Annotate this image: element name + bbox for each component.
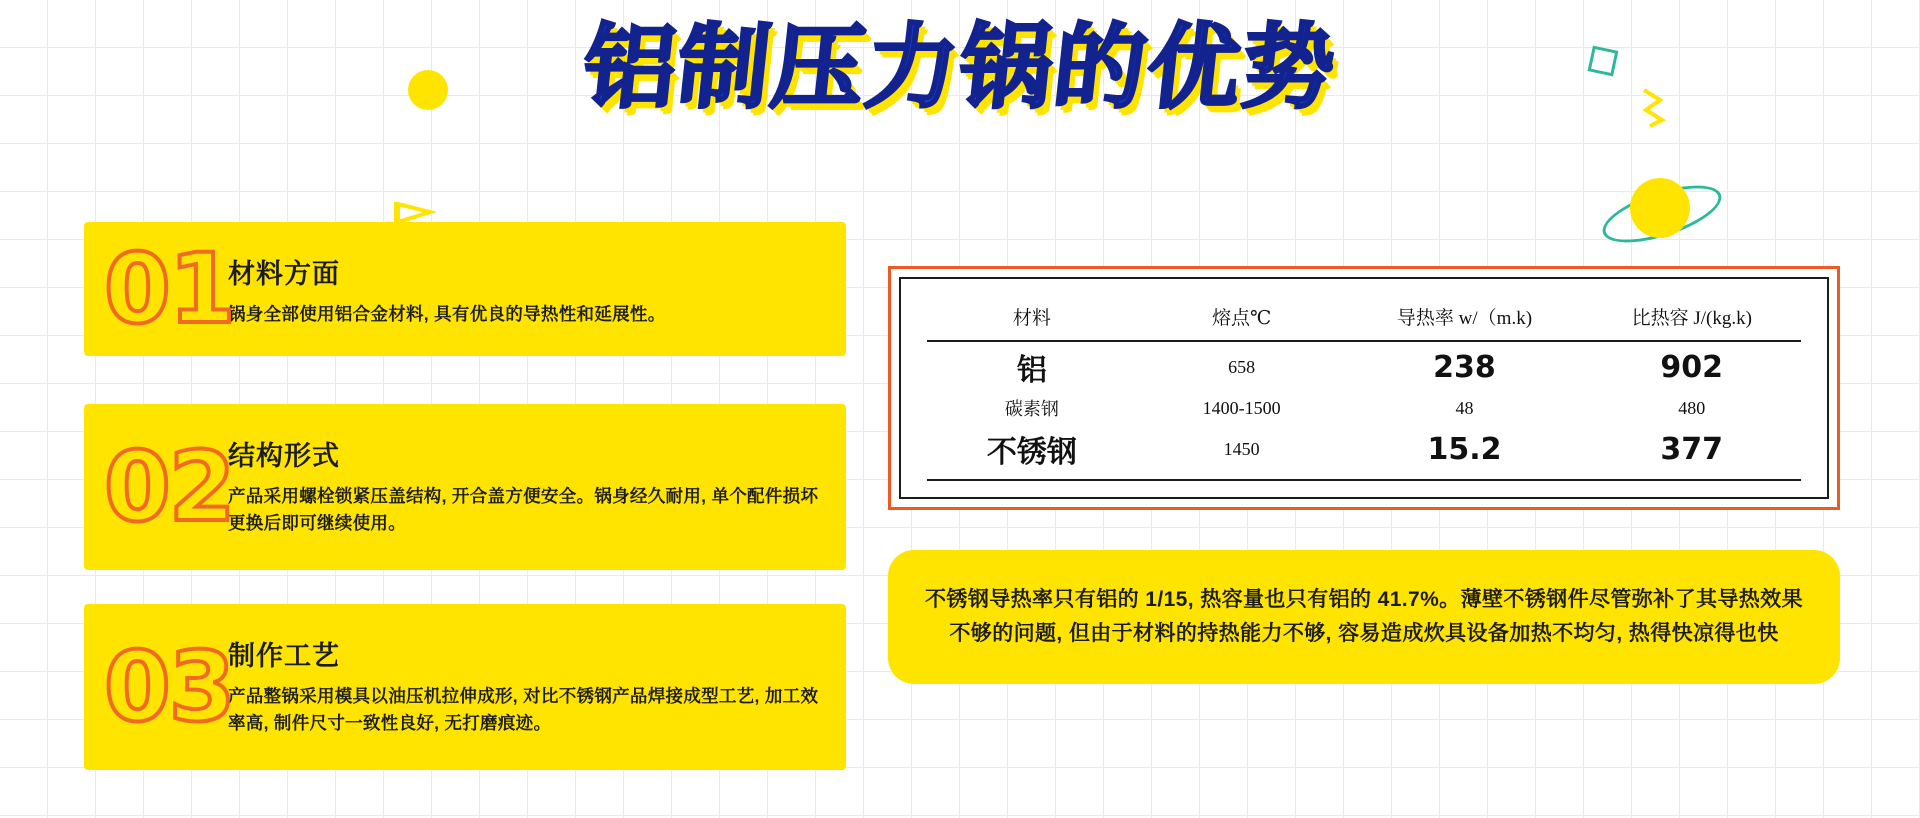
table-header-cell: 材料 [927, 299, 1137, 341]
table-header-cell: 比热容 J/(kg.k) [1582, 299, 1801, 341]
table-row [927, 341, 1801, 392]
green-square-decoration [1588, 46, 1619, 77]
spec-table-inner [899, 277, 1829, 499]
feature-body [228, 604, 846, 737]
feature-body [228, 222, 846, 328]
feature-heading: 制作工艺 [228, 641, 340, 671]
table-cell-material: 不锈钢 [927, 424, 1137, 480]
feature-block [84, 222, 846, 356]
feature-number: 03 [104, 631, 234, 743]
table-header-cell: 导热率 w/（m.k) [1347, 299, 1583, 341]
spec-table-card [888, 266, 1840, 510]
table-cell-melting-point: 1450 [1137, 424, 1347, 480]
feature-heading: 结构形式 [228, 441, 340, 471]
table-cell-conductivity: 48 [1455, 397, 1474, 418]
feature-body [228, 404, 846, 537]
feature-block [84, 604, 846, 770]
table-row [927, 392, 1801, 424]
zigzag-decoration [1640, 88, 1686, 128]
table-cell-conductivity: 238 [1433, 349, 1496, 385]
table-header-cell: 熔点℃ [1137, 299, 1347, 341]
table-row [927, 424, 1801, 480]
page-title: 铝制压力锅的优势 [578, 14, 1342, 121]
feature-text: 产品采用螺栓锁紧压盖结构, 开合盖方便安全。锅身经久耐用, 单个配件损坏更换后即可继续使用。 [228, 486, 819, 534]
feature-block [84, 404, 846, 570]
feature-text: 产品整锅采用模具以油压机拉伸成形, 对比不锈钢产品焊接成型工艺, 加工效率高, 制件尺寸一致性良好, 无打磨痕迹。 [228, 686, 819, 734]
planet-circle-decoration [1630, 178, 1690, 238]
title-area [0, 14, 1920, 142]
table-cell-heat-capacity: 902 [1660, 349, 1724, 385]
table-cell-material: 碳素钢 [1004, 399, 1059, 419]
feature-number: 01 [104, 233, 234, 345]
table-header-row [927, 299, 1801, 341]
summary-note [888, 550, 1840, 684]
spec-table [927, 299, 1801, 481]
table-cell-heat-capacity: 480 [1678, 397, 1706, 418]
yellow-circle-decoration [408, 70, 448, 110]
table-cell-heat-capacity: 377 [1582, 424, 1801, 480]
table-cell-melting-point: 658 [1228, 356, 1256, 377]
feature-number: 02 [104, 431, 234, 543]
table-cell-conductivity: 15.2 [1347, 424, 1583, 480]
table-cell-melting-point: 1400-1500 [1202, 397, 1281, 418]
summary-note-text: 不锈钢导热率只有铝的 1/15, 热容量也只有铝的 41.7%。薄壁不锈钢件尽管弥补了其导热效果不够的问题, 但由于材料的持热能力不够, 容易造成炊具设备加热不均匀, 热得快凉得也快 [925, 588, 1803, 645]
feature-heading: 材料方面 [228, 259, 340, 289]
table-cell-material: 铝 [1016, 353, 1047, 388]
feature-text: 锅身全部使用铝合金材料, 具有优良的导热性和延展性。 [228, 304, 666, 324]
